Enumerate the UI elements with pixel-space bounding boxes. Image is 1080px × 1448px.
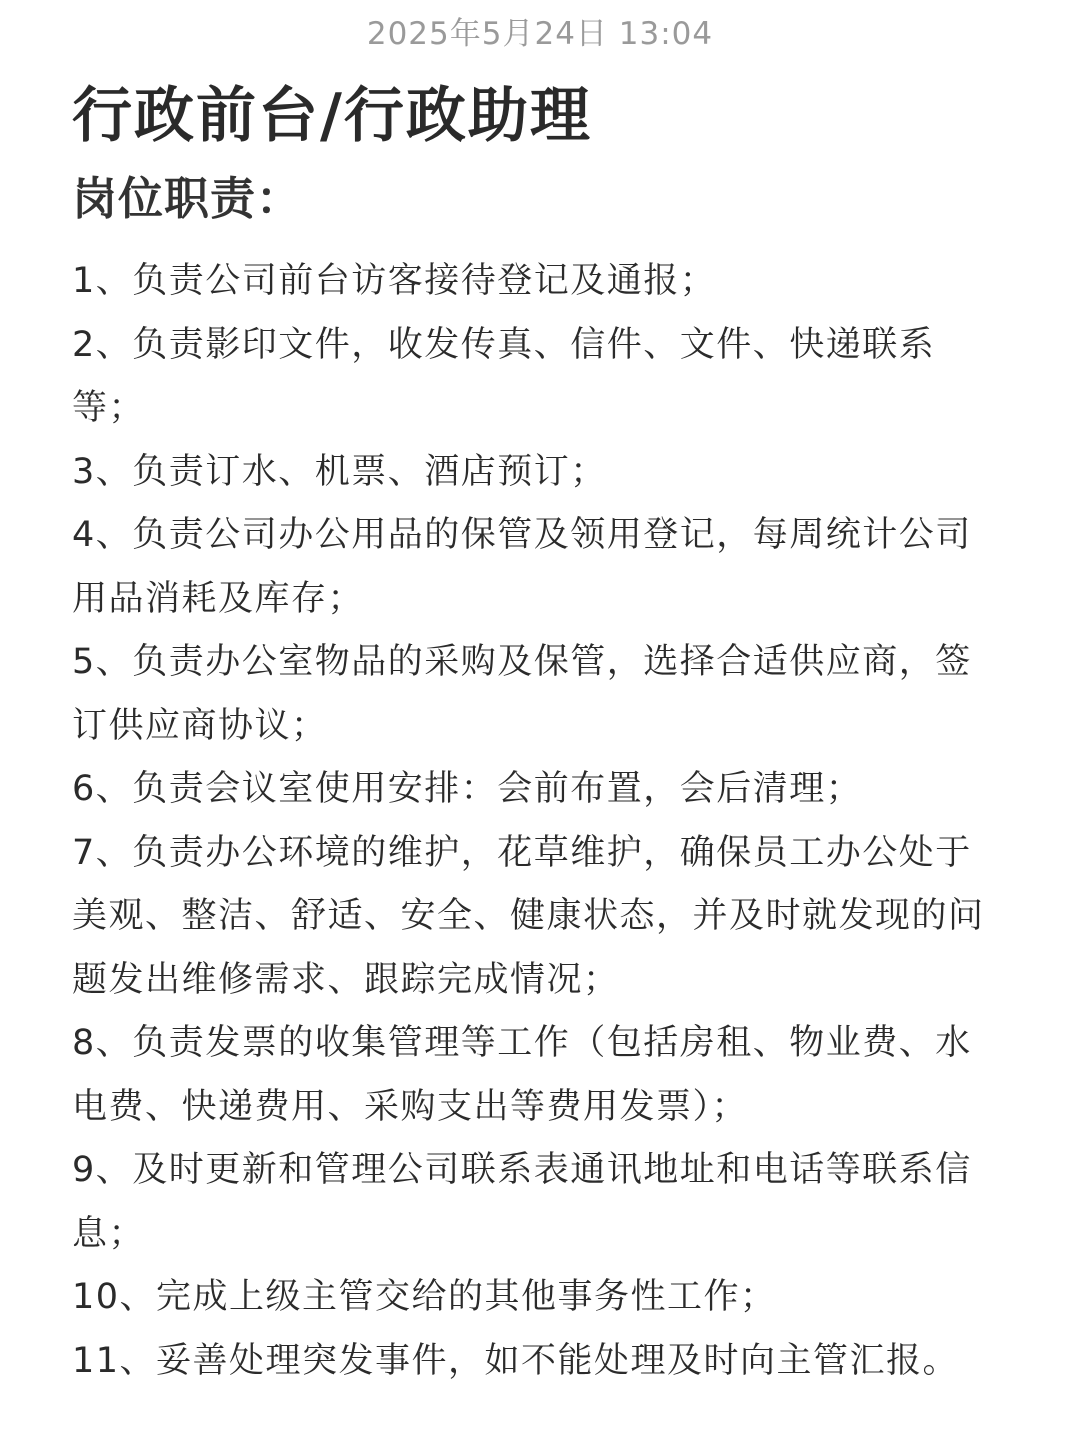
page-title: 行政前台/行政助理 (72, 81, 592, 151)
duty-item-9: 9、及时更新和管理公司联系表通讯地址和电话等联系信息； (72, 1150, 972, 1254)
section-heading: 岗位职责： (72, 172, 303, 225)
duty-item-2: 2、负责影印文件，收发传真、信件、文件、快递联系等； (72, 324, 936, 428)
duty-item-7: 7、负责办公环境的维护，花草维护，确保员工办公处于美观、整洁、舒适、安全、健康状态，并及时就发现的问题发出维修需求、跟踪完成情况； (72, 832, 985, 1000)
duty-item-6: 6、负责会议室使用安排：会前布置，会后清理； (72, 769, 863, 809)
duty-item-4: 4、负责公司办公用品的保管及领用登记，每周统计公司用品消耗及库存； (72, 515, 972, 619)
duty-item-10: 10、完成上级主管交给的其他事务性工作； (72, 1277, 777, 1317)
duty-item-1: 1、负责公司前台访客接待登记及通报； (72, 261, 717, 301)
duty-item-11: 11、妥善处理突发事件，如不能处理及时向主管汇报。 (72, 1340, 960, 1381)
duties-list (72, 250, 1008, 1393)
duty-item-3: 3、负责订水、机票、酒店预订； (72, 451, 607, 492)
note-timestamp: 2025年5月24日 13:04 (366, 16, 714, 52)
duty-item-8: 8、负责发票的收集管理等工作（包括房租、物业费、水电费、快递费用、采购支出等费用发票）； (72, 1023, 972, 1127)
duty-item-5: 5、负责办公室物品的采购及保管，选择合适供应商，签订供应商协议； (72, 642, 972, 746)
